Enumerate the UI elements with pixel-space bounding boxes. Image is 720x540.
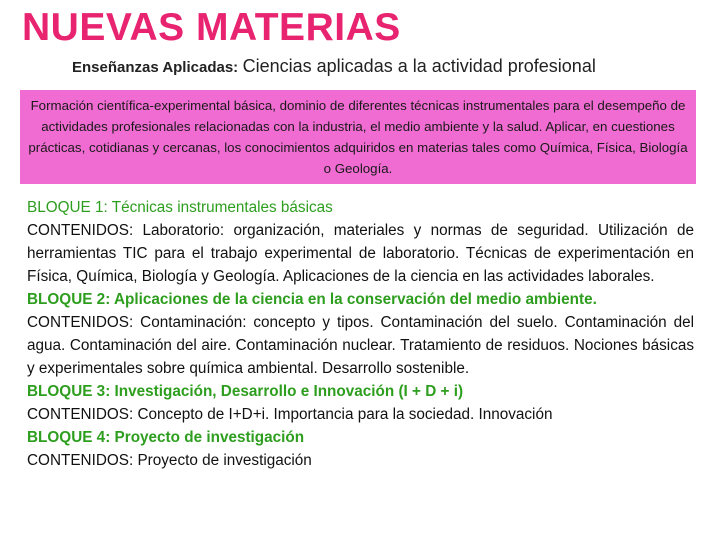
summary-box: Formación científica-experimental básica, dominio de diferentes técnicas instrumentales para el desempeño de actividades profesionales relacionadas con la industria, el medio ambiente y la salud. Aplicar, en cuestiones prácticas, cotidianas y cercanas, los conocimientos adquiridos en materias tales como Química, Física, Biología o Geología.	[20, 90, 696, 184]
block-1-heading: BLOQUE 1: Técnicas instrumentales básicas	[27, 199, 333, 216]
subtitle	[72, 56, 596, 77]
block-3-heading: BLOQUE 3: Investigación, Desarrollo e Innovación (I + D + i)	[27, 383, 464, 400]
block-4-content: CONTENIDOS: Proyecto de investigación	[27, 452, 312, 469]
block-1-content: CONTENIDOS: Laboratorio: organización, materiales y normas de seguridad. Utilización de herramientas TIC para el trabajo experimental de laboratorio. Técnicas de experimentación en Física, Química, Biología y Geología. Aplicaciones de la ciencia en las actividades laborales.	[27, 222, 694, 285]
block-3-content: CONTENIDOS: Concepto de I+D+i. Importancia para la sociedad. Innovación	[27, 406, 553, 423]
subtitle-value: Ciencias aplicadas a la actividad profesional	[242, 56, 596, 76]
page-title: NUEVAS MATERIAS	[22, 6, 401, 49]
block-4-heading: BLOQUE 4: Proyecto de investigación	[27, 429, 305, 446]
blocks-list	[27, 196, 694, 472]
block-2-heading: BLOQUE 2: Aplicaciones de la ciencia en la conservación del medio ambiente.	[27, 291, 597, 308]
block-2-content: CONTENIDOS: Contaminación: concepto y tipos. Contaminación del suelo. Contaminación del agua. Contaminación del aire. Contaminación nuclear. Tratamiento de residuos. Nociones básicas y experimentales sobre química ambiental. Desarrollo sostenible.	[27, 314, 694, 377]
subtitle-label: Enseñanzas Aplicadas:	[72, 59, 239, 76]
